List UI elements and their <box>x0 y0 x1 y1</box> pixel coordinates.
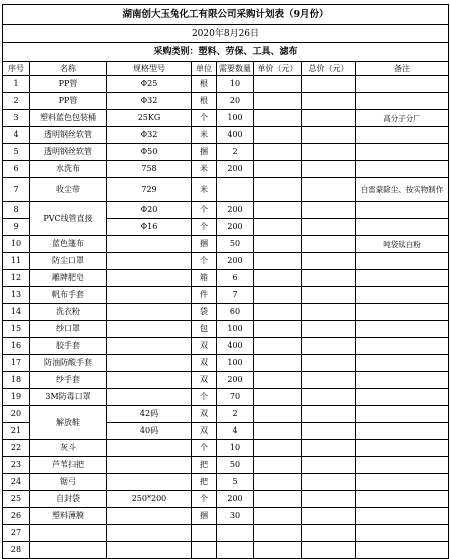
note-cell <box>356 321 449 338</box>
spec-cell <box>107 321 192 338</box>
total-price-cell <box>302 93 356 110</box>
total-price-cell <box>302 474 356 491</box>
purchase-plan-table <box>2 4 449 559</box>
item-name-cell: PP管 <box>30 76 107 93</box>
item-name-cell: 自封袋 <box>30 491 107 508</box>
table-row <box>3 110 449 127</box>
row-no-cell: 28 <box>3 542 30 559</box>
spec-cell: 42码 <box>107 406 192 423</box>
note-cell <box>356 127 449 144</box>
unit-price-cell <box>254 304 302 321</box>
header-unit-price: 单价（元） <box>254 62 302 76</box>
unit-price-cell <box>254 355 302 372</box>
spec-cell <box>107 236 192 253</box>
item-name-cell: 解放鞋 <box>30 406 107 440</box>
total-price-cell <box>302 508 356 525</box>
spec-cell: 250*200 <box>107 491 192 508</box>
row-no-cell: 4 <box>3 127 30 144</box>
spec-cell: 25KG <box>107 110 192 127</box>
unit-cell: 捆 <box>192 236 217 253</box>
purchase-category: 采购类别：塑料、劳保、工具、滤布 <box>3 43 449 62</box>
unit-price-cell <box>254 423 302 440</box>
unit-cell: 双 <box>192 406 217 423</box>
spec-cell: Φ25 <box>107 76 192 93</box>
unit-cell: 根 <box>192 93 217 110</box>
unit-price-cell <box>254 338 302 355</box>
item-name-cell: 帆布手套 <box>30 287 107 304</box>
header-qty: 需要数量 <box>217 62 254 76</box>
total-price-cell <box>302 372 356 389</box>
row-no-cell: 23 <box>3 457 30 474</box>
total-price-cell <box>302 270 356 287</box>
unit-cell <box>192 542 217 559</box>
unit-price-cell <box>254 76 302 93</box>
total-price-cell <box>302 389 356 406</box>
note-cell <box>356 474 449 491</box>
unit-price-cell <box>254 508 302 525</box>
note-cell <box>356 406 449 423</box>
table-row <box>3 542 449 559</box>
unit-price-cell <box>254 93 302 110</box>
row-no-cell: 12 <box>3 270 30 287</box>
total-price-cell <box>302 253 356 270</box>
table-row <box>3 474 449 491</box>
total-price-cell <box>302 219 356 236</box>
unit-price-cell <box>254 321 302 338</box>
row-no-cell: 11 <box>3 253 30 270</box>
total-price-cell <box>302 202 356 219</box>
spec-cell <box>107 355 192 372</box>
quantity-cell: 7 <box>217 287 254 304</box>
item-name-cell: 塑料薄膜 <box>30 508 107 525</box>
table-row <box>3 287 449 304</box>
item-name-cell: PVC线管直接 <box>30 202 107 236</box>
quantity-cell: 100 <box>217 321 254 338</box>
item-name-cell: 锯弓 <box>30 474 107 491</box>
row-no-cell: 13 <box>3 287 30 304</box>
quantity-cell: 200 <box>217 161 254 178</box>
unit-price-cell <box>254 161 302 178</box>
quantity-cell: 6 <box>217 270 254 287</box>
quantity-cell: 70 <box>217 389 254 406</box>
quantity-cell: 20 <box>217 93 254 110</box>
spec-cell: 729 <box>107 178 192 202</box>
note-cell <box>356 253 449 270</box>
unit-price-cell <box>254 219 302 236</box>
item-name-cell: 灰斗 <box>30 440 107 457</box>
spec-cell <box>107 338 192 355</box>
note-cell <box>356 372 449 389</box>
row-no-cell: 1 <box>3 76 30 93</box>
quantity-cell <box>217 542 254 559</box>
table-row <box>3 93 449 110</box>
note-cell <box>356 355 449 372</box>
unit-price-cell <box>254 440 302 457</box>
unit-price-cell <box>254 110 302 127</box>
table-row <box>3 321 449 338</box>
unit-cell: 袋 <box>192 304 217 321</box>
note-cell <box>356 287 449 304</box>
purchase-plan-sheet <box>2 4 448 559</box>
note-cell <box>356 423 449 440</box>
unit-cell: 捆 <box>192 508 217 525</box>
row-no-cell: 6 <box>3 161 30 178</box>
unit-price-cell <box>254 144 302 161</box>
row-no-cell: 5 <box>3 144 30 161</box>
unit-cell: 米 <box>192 178 217 202</box>
total-price-cell <box>302 440 356 457</box>
spec-cell <box>107 474 192 491</box>
unit-price-cell <box>254 491 302 508</box>
quantity-cell: 400 <box>217 338 254 355</box>
unit-cell: 件 <box>192 287 217 304</box>
item-name-cell <box>30 525 107 542</box>
row-no-cell: 14 <box>3 304 30 321</box>
unit-cell: 个 <box>192 253 217 270</box>
table-row <box>3 338 449 355</box>
table-row <box>3 525 449 542</box>
unit-price-cell <box>254 525 302 542</box>
item-name-cell: 蓝色篷布 <box>30 236 107 253</box>
spec-cell <box>107 542 192 559</box>
spec-cell <box>107 508 192 525</box>
total-price-cell <box>302 287 356 304</box>
spec-cell <box>107 287 192 304</box>
unit-price-cell <box>254 127 302 144</box>
note-cell <box>356 202 449 219</box>
unit-cell: 包 <box>192 321 217 338</box>
header-note: 备注 <box>356 62 449 76</box>
unit-cell: 双 <box>192 355 217 372</box>
item-name-cell: 胶手套 <box>30 338 107 355</box>
row-no-cell: 8 <box>3 202 30 219</box>
spec-cell: Φ32 <box>107 93 192 110</box>
row-no-cell: 7 <box>3 178 30 202</box>
unit-price-cell <box>254 287 302 304</box>
spec-cell: 758 <box>107 161 192 178</box>
header-total-price: 总价（元） <box>302 62 356 76</box>
unit-cell: 个 <box>192 491 217 508</box>
item-name-cell: 透明钢丝软管 <box>30 144 107 161</box>
table-row <box>3 406 449 423</box>
note-cell <box>356 508 449 525</box>
row-no-cell: 17 <box>3 355 30 372</box>
note-cell <box>356 491 449 508</box>
quantity-cell: 5 <box>217 474 254 491</box>
item-name-cell: 防尘口罩 <box>30 253 107 270</box>
spec-cell: Φ20 <box>107 202 192 219</box>
quantity-cell: 4 <box>217 423 254 440</box>
total-price-cell <box>302 144 356 161</box>
header-no: 序号 <box>3 62 30 76</box>
note-cell: 吨袋钛白粉 <box>356 236 449 253</box>
table-row <box>3 76 449 93</box>
unit-cell: 双 <box>192 372 217 389</box>
note-cell <box>356 76 449 93</box>
unit-price-cell <box>254 253 302 270</box>
quantity-cell: 200 <box>217 253 254 270</box>
spec-cell <box>107 440 192 457</box>
table-row <box>3 508 449 525</box>
row-no-cell: 22 <box>3 440 30 457</box>
unit-cell: 箱 <box>192 270 217 287</box>
item-name-cell: 塑料蓝色包装桶 <box>30 110 107 127</box>
spec-cell <box>107 525 192 542</box>
table-row <box>3 161 449 178</box>
quantity-cell: 100 <box>217 355 254 372</box>
item-name-cell: 洗衣粉 <box>30 304 107 321</box>
row-no-cell: 19 <box>3 389 30 406</box>
table-row <box>3 144 449 161</box>
note-cell <box>356 338 449 355</box>
item-name-cell: 收尘带 <box>30 178 107 202</box>
row-no-cell: 18 <box>3 372 30 389</box>
unit-price-cell <box>254 457 302 474</box>
total-price-cell <box>302 110 356 127</box>
quantity-cell: 2 <box>217 144 254 161</box>
note-cell <box>356 525 449 542</box>
spec-cell <box>107 304 192 321</box>
note-cell <box>356 144 449 161</box>
note-cell <box>356 389 449 406</box>
unit-price-cell <box>254 236 302 253</box>
quantity-cell: 200 <box>217 491 254 508</box>
unit-cell: 根 <box>192 76 217 93</box>
total-price-cell <box>302 178 356 202</box>
item-name-cell: 3M防毒口罩 <box>30 389 107 406</box>
item-name-cell: 防油防酸手套 <box>30 355 107 372</box>
unit-cell: 个 <box>192 440 217 457</box>
total-price-cell <box>302 491 356 508</box>
unit-price-cell <box>254 474 302 491</box>
quantity-cell: 2 <box>217 406 254 423</box>
unit-price-cell <box>254 542 302 559</box>
quantity-cell: 50 <box>217 236 254 253</box>
note-cell <box>356 219 449 236</box>
item-name-cell <box>30 542 107 559</box>
unit-cell: 个 <box>192 219 217 236</box>
total-price-cell <box>302 76 356 93</box>
unit-cell: 个 <box>192 389 217 406</box>
row-no-cell: 2 <box>3 93 30 110</box>
unit-price-cell <box>254 202 302 219</box>
total-price-cell <box>302 423 356 440</box>
quantity-cell: 10 <box>217 440 254 457</box>
unit-price-cell <box>254 389 302 406</box>
quantity-cell: 200 <box>217 219 254 236</box>
unit-cell <box>192 525 217 542</box>
item-name-cell: 纱口罩 <box>30 321 107 338</box>
total-price-cell <box>302 161 356 178</box>
row-no-cell: 16 <box>3 338 30 355</box>
total-price-cell <box>302 236 356 253</box>
item-name-cell: 纱手套 <box>30 372 107 389</box>
note-cell <box>356 161 449 178</box>
unit-price-cell <box>254 178 302 202</box>
spec-cell <box>107 389 192 406</box>
total-price-cell <box>302 406 356 423</box>
row-no-cell: 3 <box>3 110 30 127</box>
spec-cell <box>107 253 192 270</box>
unit-cell: 个 <box>192 202 217 219</box>
table-row <box>3 202 449 219</box>
total-price-cell <box>302 355 356 372</box>
total-price-cell <box>302 127 356 144</box>
table-row <box>3 253 449 270</box>
note-cell <box>356 440 449 457</box>
row-no-cell: 26 <box>3 508 30 525</box>
quantity-cell: 200 <box>217 202 254 219</box>
row-no-cell: 20 <box>3 406 30 423</box>
item-name-cell: 芦苇扫把 <box>30 457 107 474</box>
table-row <box>3 304 449 321</box>
quantity-cell: 60 <box>217 304 254 321</box>
table-row <box>3 178 449 202</box>
quantity-cell: 100 <box>217 110 254 127</box>
table-row <box>3 491 449 508</box>
table-row <box>3 372 449 389</box>
total-price-cell <box>302 321 356 338</box>
note-cell <box>356 270 449 287</box>
table-row <box>3 440 449 457</box>
note-cell <box>356 304 449 321</box>
unit-cell: 个 <box>192 110 217 127</box>
header-name: 名称 <box>30 62 107 76</box>
note-cell: 高分子分厂 <box>356 110 449 127</box>
sheet-date: 2020年8月26日 <box>3 25 449 43</box>
quantity-cell: 10 <box>217 76 254 93</box>
item-name-cell: 水洗布 <box>30 161 107 178</box>
total-price-cell <box>302 457 356 474</box>
row-no-cell: 15 <box>3 321 30 338</box>
item-name-cell: 透明钢丝软管 <box>30 127 107 144</box>
unit-cell: 米 <box>192 127 217 144</box>
quantity-cell: 200 <box>217 372 254 389</box>
header-row <box>3 62 449 76</box>
note-cell: 白雷蒙除尘、按实物制作 <box>356 178 449 202</box>
table-row <box>3 270 449 287</box>
quantity-cell: 30 <box>217 508 254 525</box>
total-price-cell <box>302 304 356 321</box>
row-no-cell: 9 <box>3 219 30 236</box>
unit-price-cell <box>254 372 302 389</box>
row-no-cell: 10 <box>3 236 30 253</box>
unit-cell: 捆 <box>192 144 217 161</box>
item-name-cell: PP管 <box>30 93 107 110</box>
header-unit: 单位 <box>192 62 217 76</box>
total-price-cell <box>302 542 356 559</box>
row-no-cell: 21 <box>3 423 30 440</box>
spec-cell <box>107 372 192 389</box>
unit-cell: 米 <box>192 161 217 178</box>
row-no-cell: 25 <box>3 491 30 508</box>
unit-price-cell <box>254 406 302 423</box>
unit-cell: 把 <box>192 457 217 474</box>
table-row <box>3 236 449 253</box>
header-spec: 规格型号 <box>107 62 192 76</box>
unit-price-cell <box>254 270 302 287</box>
spec-cell: Φ50 <box>107 144 192 161</box>
spec-cell: 40码 <box>107 423 192 440</box>
unit-cell: 双 <box>192 338 217 355</box>
quantity-cell <box>217 178 254 202</box>
row-no-cell: 27 <box>3 525 30 542</box>
quantity-cell: 400 <box>217 127 254 144</box>
note-cell <box>356 93 449 110</box>
spec-cell: Φ32 <box>107 127 192 144</box>
table-row <box>3 457 449 474</box>
total-price-cell <box>302 338 356 355</box>
table-row <box>3 127 449 144</box>
table-row <box>3 389 449 406</box>
note-cell <box>356 457 449 474</box>
quantity-cell: 50 <box>217 457 254 474</box>
unit-cell: 双 <box>192 423 217 440</box>
table-row <box>3 355 449 372</box>
item-name-cell: 雕牌肥皂 <box>30 270 107 287</box>
spec-cell <box>107 457 192 474</box>
row-no-cell: 24 <box>3 474 30 491</box>
total-price-cell <box>302 525 356 542</box>
unit-cell: 把 <box>192 474 217 491</box>
quantity-cell <box>217 525 254 542</box>
note-cell <box>356 542 449 559</box>
spec-cell <box>107 270 192 287</box>
spec-cell: Φ16 <box>107 219 192 236</box>
sheet-title: 湖南创大玉兔化工有限公司采购计划表（9月份） <box>3 5 449 25</box>
